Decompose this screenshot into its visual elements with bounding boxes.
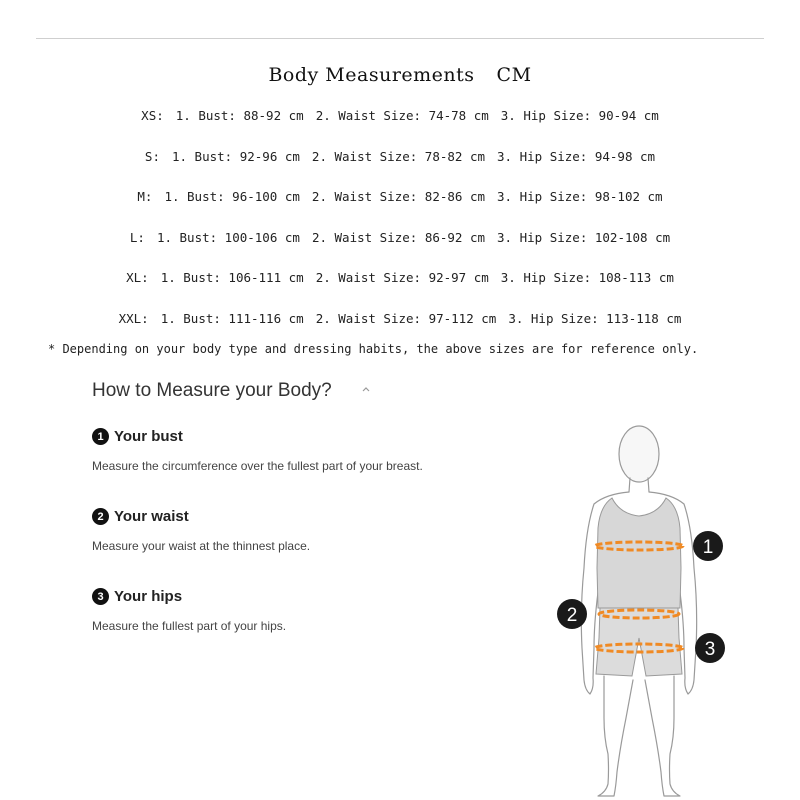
bust-value: 1. Bust: 92-96 cm bbox=[171, 148, 300, 164]
hip-value: 3. Hip Size: 90-94 cm bbox=[500, 108, 659, 123]
howto-title: How to Measure your Body? bbox=[92, 380, 332, 401]
step-description: Measure your waist at the thinnest place. bbox=[92, 539, 311, 553]
size-label: XS: bbox=[141, 108, 164, 123]
size-chart bbox=[0, 108, 800, 351]
title-text: Body Measurements bbox=[268, 64, 475, 86]
bust-value: 1. Bust: 88-92 cm bbox=[175, 108, 304, 123]
size-row-s bbox=[0, 149, 800, 190]
size-row-xl bbox=[0, 270, 800, 311]
step-title: Your waist bbox=[114, 508, 189, 525]
body-figure-illustration bbox=[548, 418, 748, 800]
size-row-xs bbox=[0, 108, 800, 149]
bust-value: 1. Bust: 106-111 cm bbox=[160, 270, 304, 285]
waist-value: 2. Waist Size: 74-78 cm bbox=[315, 108, 489, 123]
waist-value: 2. Waist Size: 97-112 cm bbox=[315, 310, 497, 326]
step-waist bbox=[92, 508, 310, 553]
size-label: L: bbox=[129, 229, 145, 245]
waist-value: 2. Waist Size: 86-92 cm bbox=[311, 229, 486, 245]
size-label: M: bbox=[137, 189, 153, 204]
step-number-badge: 1 bbox=[92, 428, 109, 445]
size-row-l bbox=[0, 230, 800, 271]
size-label: XL: bbox=[126, 270, 149, 285]
step-title: Your hips bbox=[114, 588, 183, 605]
bust-value: 1. Bust: 111-116 cm bbox=[160, 310, 304, 326]
step-description: Measure the fullest part of your hips. bbox=[92, 619, 287, 633]
step-bust bbox=[92, 428, 423, 473]
waist-value: 2. Waist Size: 92-97 cm bbox=[315, 270, 489, 285]
title-unit: CM bbox=[496, 64, 532, 86]
step-description: Measure the circumference over the fullest part of your breast. bbox=[92, 459, 423, 473]
step-hips bbox=[92, 588, 286, 633]
step-number-badge: 3 bbox=[92, 588, 109, 605]
page-title bbox=[0, 64, 800, 86]
chevron-up-icon[interactable] bbox=[362, 385, 370, 393]
marker-2: 2 bbox=[566, 605, 578, 626]
hip-value: 3. Hip Size: 113-118 cm bbox=[508, 310, 682, 326]
waist-value: 2. Waist Size: 78-82 cm bbox=[311, 148, 486, 164]
marker-1: 1 bbox=[702, 537, 714, 558]
reference-note: * Depending on your body type and dressing habits, the above sizes are for reference only. bbox=[48, 342, 699, 356]
hip-value: 3. Hip Size: 108-113 cm bbox=[500, 270, 674, 285]
marker-3: 3 bbox=[704, 639, 716, 660]
waist-value: 2. Waist Size: 82-86 cm bbox=[311, 189, 486, 204]
size-label: XXL: bbox=[118, 310, 149, 326]
hip-value: 3. Hip Size: 98-102 cm bbox=[497, 189, 663, 204]
bust-value: 1. Bust: 96-100 cm bbox=[164, 189, 300, 204]
hip-value: 3. Hip Size: 94-98 cm bbox=[497, 148, 656, 164]
size-label: S: bbox=[144, 148, 160, 164]
size-row-m bbox=[0, 189, 800, 230]
top-divider bbox=[36, 38, 764, 39]
bust-value: 1. Bust: 100-106 cm bbox=[156, 229, 300, 245]
hip-value: 3. Hip Size: 102-108 cm bbox=[497, 229, 671, 245]
step-number-badge: 2 bbox=[92, 508, 109, 525]
step-title: Your bust bbox=[114, 428, 183, 445]
